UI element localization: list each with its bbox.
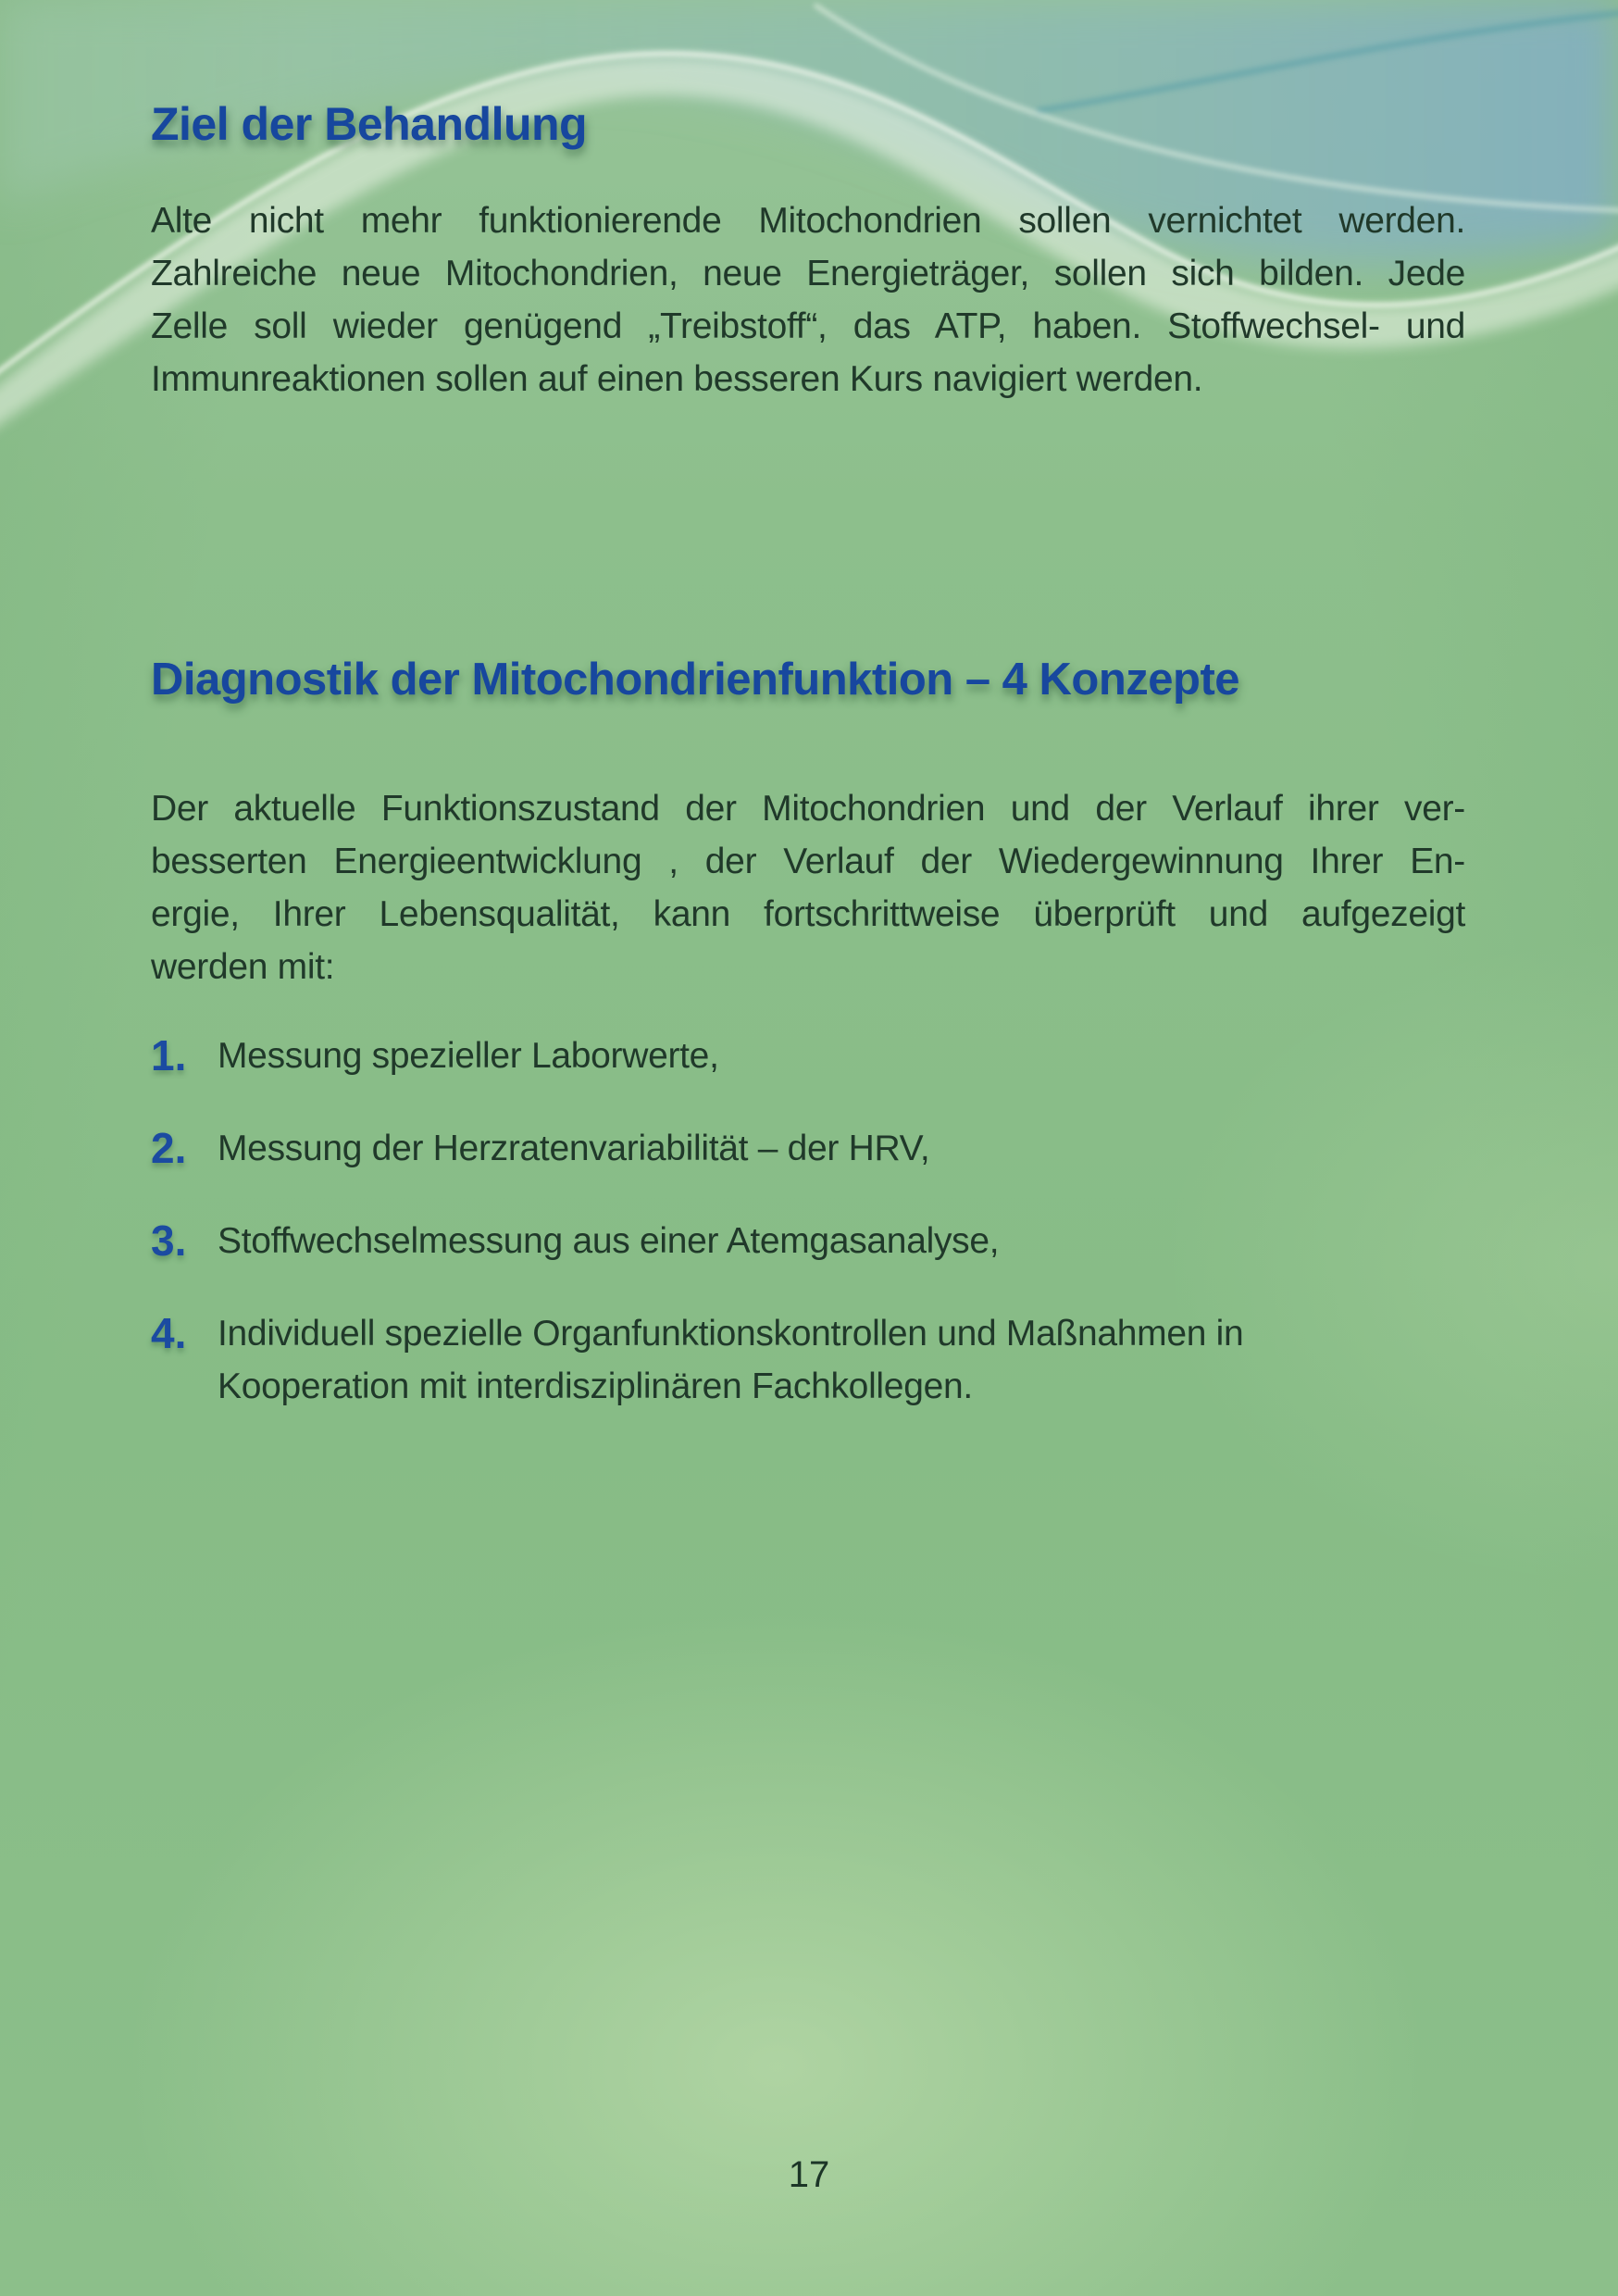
paragraph-line: ergie, Ihrer Lebensqualität, kann fortschrittweise überprüft und aufgezeigt	[151, 894, 1465, 934]
list-item-text	[218, 1122, 929, 1175]
section-heading-treatment-goal: Ziel der Behandlung	[151, 98, 588, 150]
paragraph-treatment-goal	[151, 194, 1465, 406]
list-item-line: Individuell spezielle Organfunktionskontrollen und Maßnahmen in	[218, 1314, 1244, 1354]
section-heading-diagnostics: Diagnostik der Mitochondrienfunktion – 4 Konzepte	[151, 655, 1240, 705]
list-item-number: 2.	[151, 1124, 187, 1172]
list-item-text	[218, 1307, 1243, 1413]
paragraph-line: Zelle soll wieder genügend „Treibstoff“, das ATP, haben. Stoffwechsel- und	[151, 306, 1465, 346]
page-content	[151, 0, 1465, 1453]
paragraph-line: Alte nicht mehr funktionierende Mitochondrien sollen vernichtet werden.	[151, 201, 1465, 241]
list-item-number: 1.	[151, 1031, 187, 1079]
list-item	[151, 1307, 1465, 1413]
list-item	[151, 1215, 1465, 1267]
paragraph-line: besserten Energieentwicklung , der Verlauf der Wiedergewinnung Ihrer En-	[151, 842, 1465, 881]
paragraph-line: Der aktuelle Funktionszustand der Mitochondrien und der Verlauf ihrer ver-	[151, 789, 1465, 829]
list-item-number: 3.	[151, 1217, 187, 1265]
list-item	[151, 1029, 1465, 1082]
list-item-line: Messung spezieller Laborwerte,	[218, 1036, 719, 1076]
list-item-text	[218, 1029, 719, 1082]
paragraph-line: werden mit:	[151, 947, 335, 987]
paragraph-line: Zahlreiche neue Mitochondrien, neue Energieträger, sollen sich bilden. Jede	[151, 254, 1465, 293]
list-item	[151, 1122, 1465, 1175]
list-item-text	[218, 1215, 999, 1267]
paragraph-diagnostics-intro	[151, 782, 1465, 993]
paragraph-line: Immunreaktionen sollen auf einen besseren Kurs navigiert werden.	[151, 359, 1203, 399]
list-item-line: Kooperation mit interdisziplinären Fachkollegen.	[218, 1366, 973, 1406]
page-number: 17	[788, 2154, 830, 2195]
list-item-number: 4.	[151, 1309, 187, 1357]
list-item-line: Messung der Herzratenvariabilität – der HRV,	[218, 1129, 930, 1168]
concept-list	[151, 1029, 1465, 1413]
list-item-line: Stoffwechselmessung aus einer Atemgasanalyse,	[218, 1221, 1000, 1261]
